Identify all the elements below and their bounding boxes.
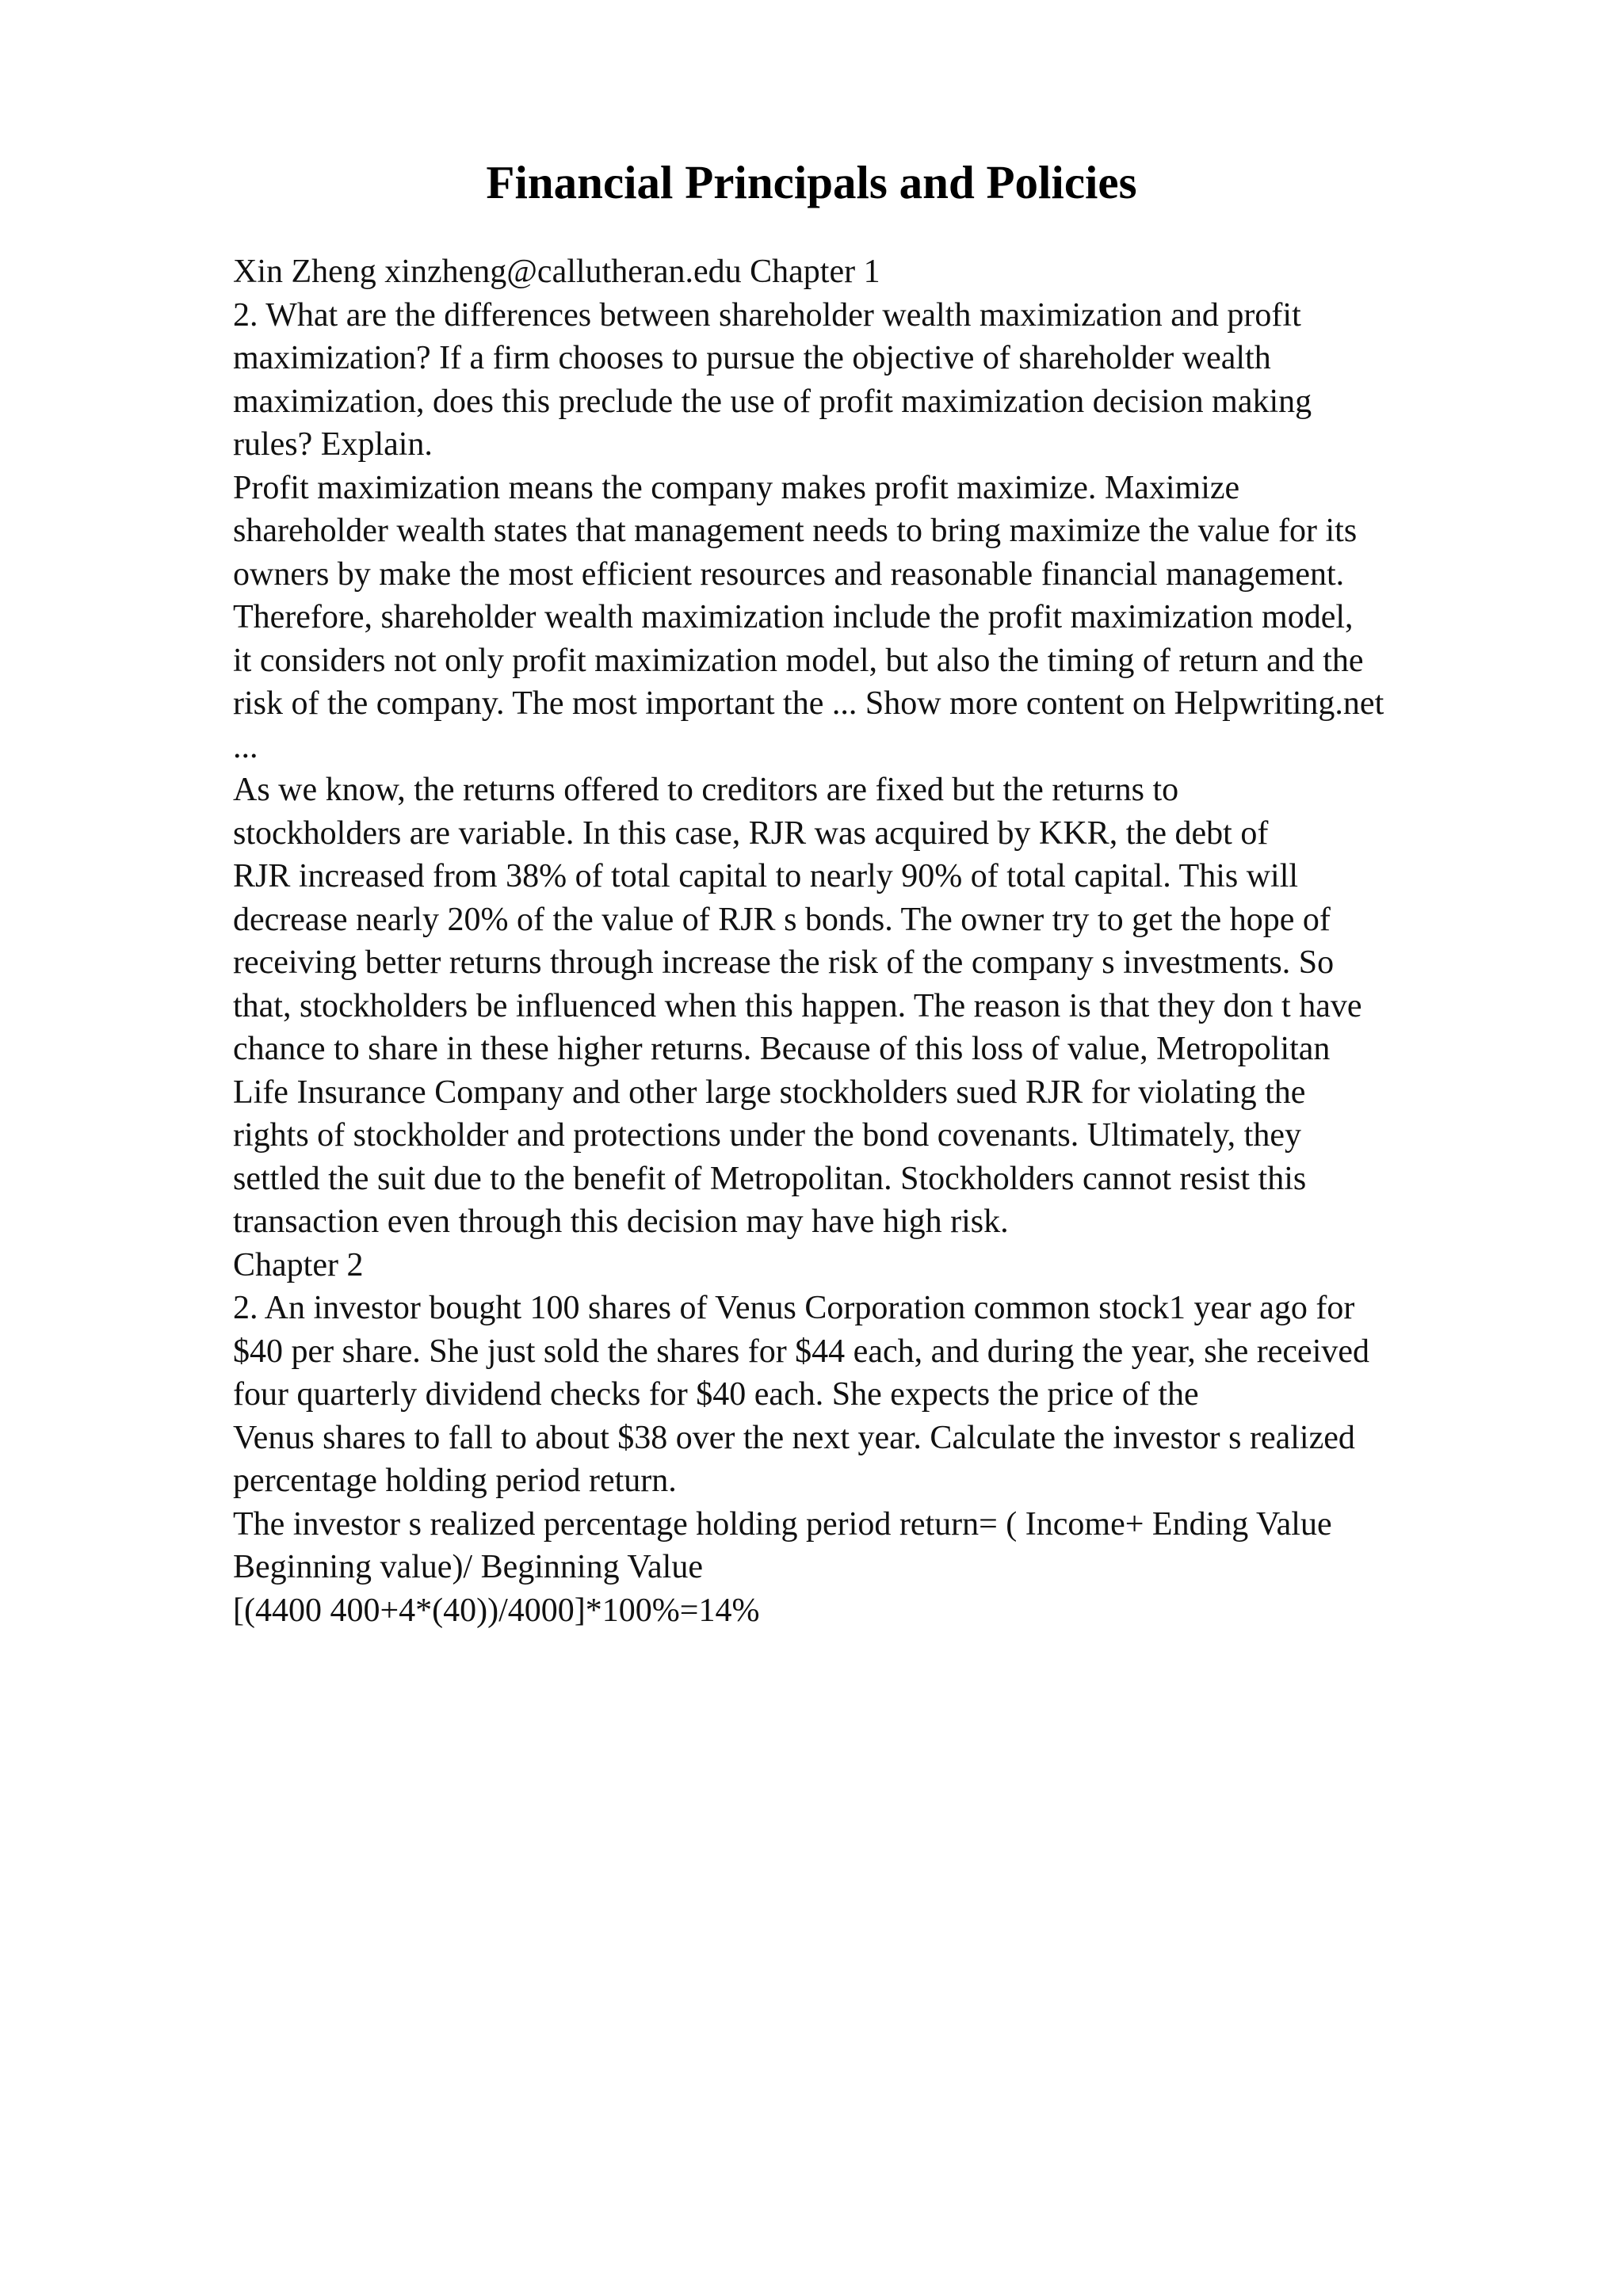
text-line: stockholders are variable. In this case, RJR was acquired by KKR, the debt of	[233, 814, 1269, 852]
text-line: Venus shares to fall to about $38 over the next year. Calculate the investor s realized	[233, 1419, 1355, 1456]
author-line: Xin Zheng xinzheng@callutheran.edu Chapter 1	[233, 254, 880, 290]
chapter-heading: Chapter 2	[233, 1246, 364, 1283]
text-line: Profit maximization means the company makes profit maximize. Maximize	[233, 469, 1240, 506]
text-line: owners by make the most efficient resources and reasonable financial management.	[233, 555, 1345, 593]
text-line: that, stockholders be influenced when this happen. The reason is that they don t have	[233, 987, 1362, 1024]
text-line: rules? Explain.	[233, 426, 433, 463]
text-line: Life Insurance Company and other large stockholders sued RJR for violating the	[233, 1074, 1306, 1111]
text-line: percentage holding period return.	[233, 1463, 677, 1499]
text-line: 2. An investor bought 100 shares of Venus Corporation common stock1 year ago for	[233, 1290, 1355, 1326]
text-line: rights of stockholder and protections under the bond covenants. Ultimately, they	[233, 1117, 1301, 1154]
text-line: decrease nearly 20% of the value of RJR s bonds. The owner try to get the hope of	[233, 901, 1331, 938]
formula-line: [(4400 400+4*(40))/4000]*100%=14%	[233, 1592, 760, 1629]
ellipsis-line: ...	[233, 728, 258, 765]
text-line: settled the suit due to the benefit of Metropolitan. Stockholders cannot resist this	[233, 1160, 1307, 1197]
text-line: Therefore, shareholder wealth maximization include the profit maximization model,	[233, 599, 1354, 635]
text-line: four quarterly dividend checks for $40 each. She expects the price of the	[233, 1376, 1199, 1413]
document-body	[233, 250, 1549, 1632]
text-line: maximization? If a firm chooses to pursue the objective of shareholder wealth	[233, 340, 1271, 376]
text-line: it considers not only profit maximization model, but also the timing of return and the	[233, 642, 1364, 679]
show-more-line: risk of the company. The most important the ... Show more content on Helpwriting.net	[233, 685, 1384, 722]
text-line: The investor s realized percentage holding period return= ( Income+ Ending Value	[233, 1505, 1332, 1543]
text-line: 2. What are the differences between shareholder wealth maximization and profit	[233, 296, 1301, 334]
text-line: shareholder wealth states that management needs to bring maximize the value for its	[233, 513, 1358, 549]
text-line: $40 per share. She just sold the shares for $44 each, and during the year, she received	[233, 1333, 1370, 1370]
document-title: Financial Principals and Policies	[486, 156, 1137, 208]
text-line: RJR increased from 38% of total capital to nearly 90% of total capital. This will	[233, 858, 1299, 894]
text-line: Beginning value)/ Beginning Value	[233, 1549, 703, 1585]
text-line: chance to share in these higher returns. Because of this loss of value, Metropolitan	[233, 1031, 1331, 1067]
text-line: receiving better returns through increase the risk of the company s investments. So	[233, 944, 1335, 981]
text-line: transaction even through this decision may have high risk.	[233, 1203, 1009, 1240]
text-line: maximization, does this preclude the use of profit maximization decision making	[233, 383, 1312, 420]
text-line: As we know, the returns offered to creditors are fixed but the returns to	[233, 772, 1179, 808]
